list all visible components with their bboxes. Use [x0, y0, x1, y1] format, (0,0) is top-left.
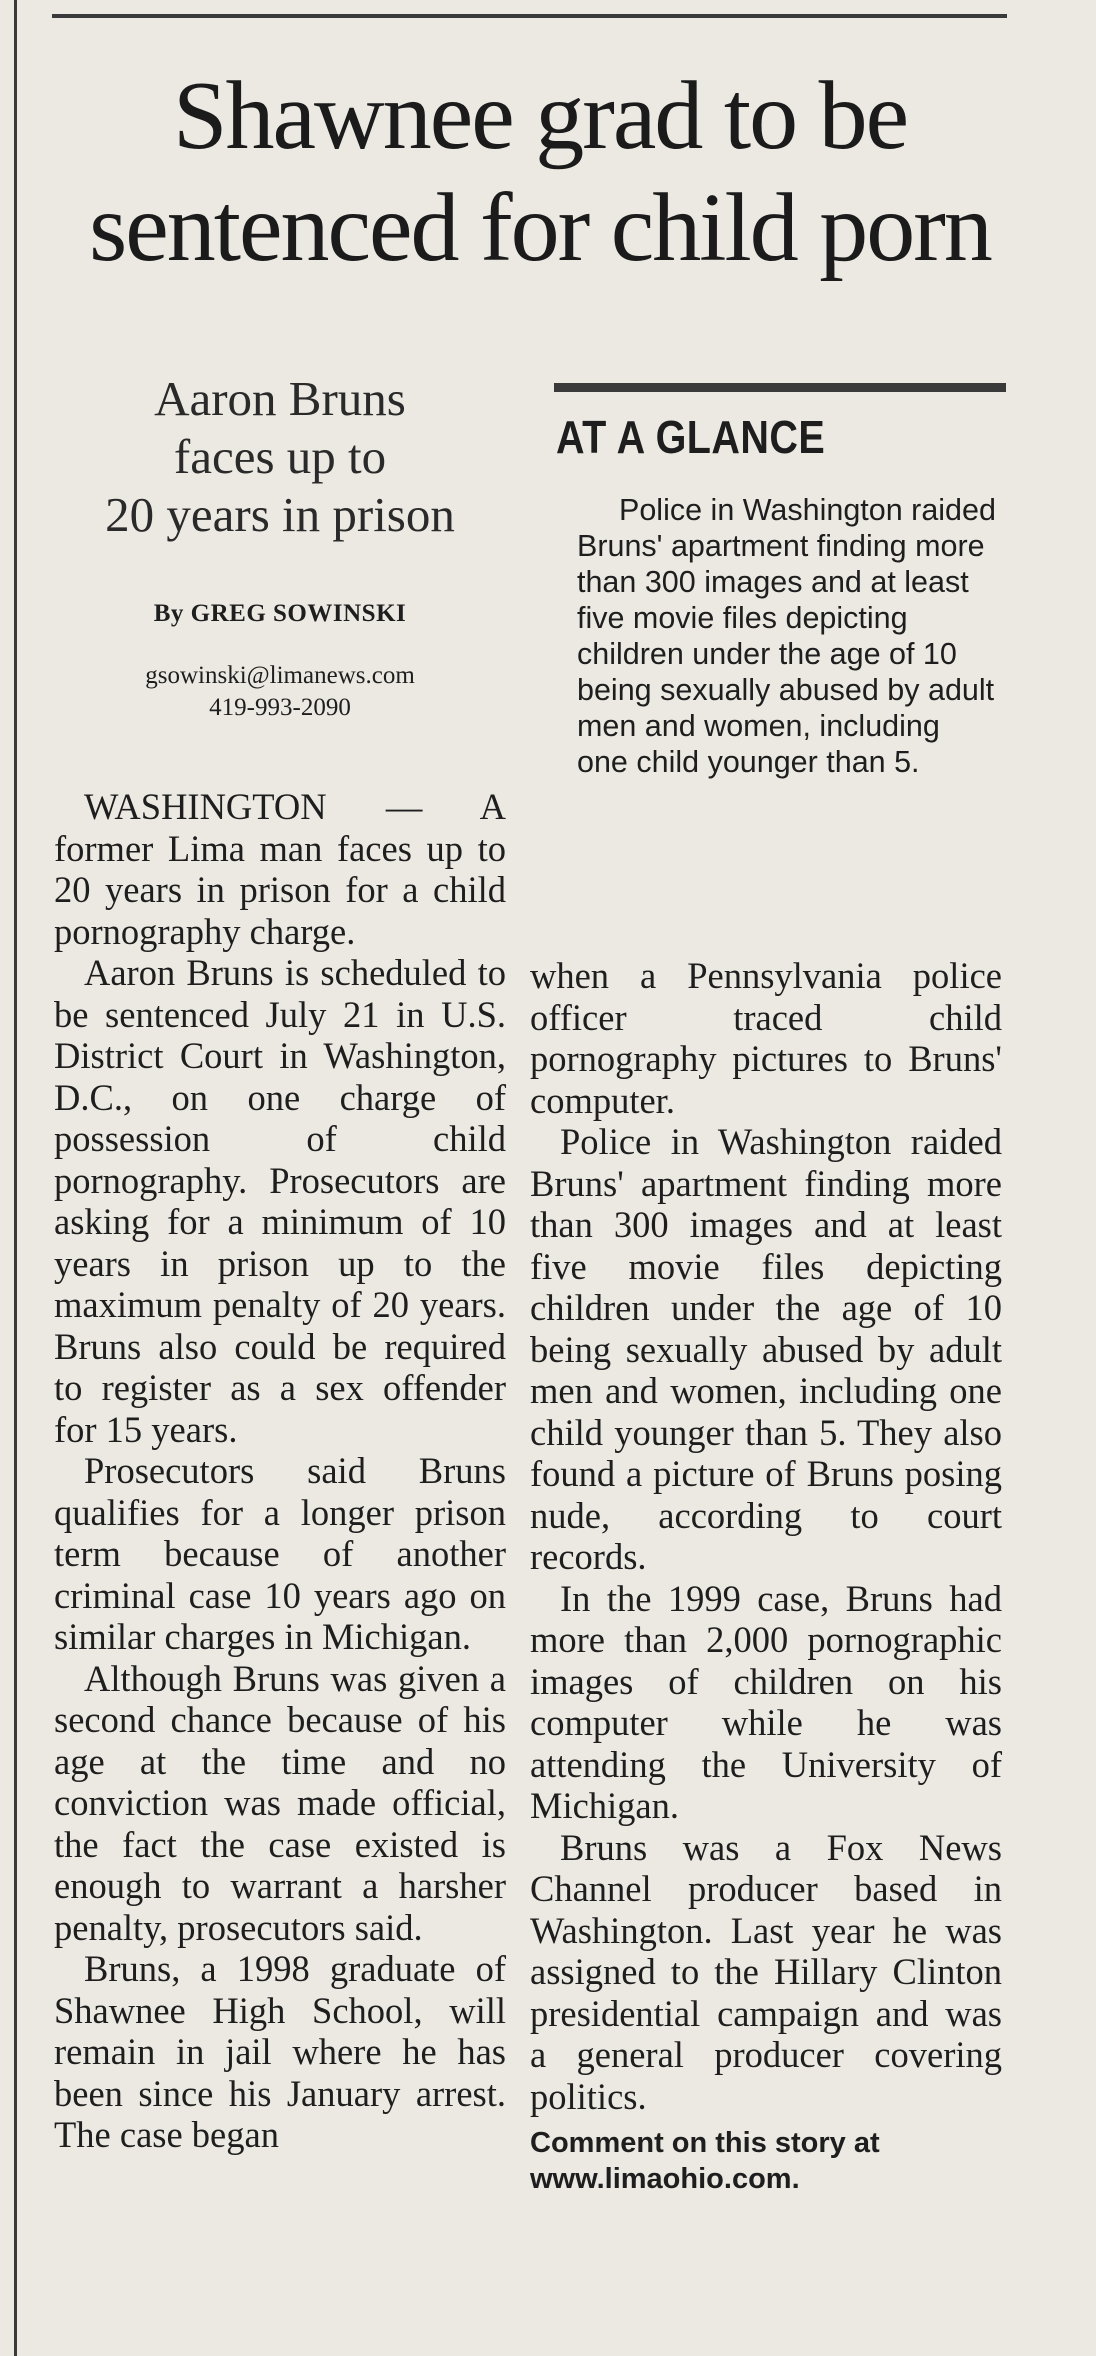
article-paragraph: WASHINGTON — A former Lima man faces up to 20 years in prison for a child pornography charge. [54, 786, 506, 952]
column-rule-left [14, 0, 17, 2356]
headline [40, 60, 1040, 284]
comment-url: www.limaohio.com. [530, 2163, 800, 2195]
glance-rule [554, 383, 1006, 392]
deck-line-1: Aaron Bruns [154, 371, 406, 426]
article-paragraph: Aaron Bruns is scheduled to be sentenced July 21 in U.S. District Court in Washington, D.C., on one charge of possession of child pornography. Prosecutors are asking for a minimum of 10 years in prison up to the maximum penalty of 20 years. Bruns also could be required to register as a sex offender for 15 years. [54, 952, 506, 1450]
deck-line-2: faces up to [173, 429, 387, 484]
author-contact [54, 660, 506, 724]
article-paragraph: Although Bruns was given a second chance because of his age at the time and no conviction was made official, the fact the case existed is enough to warrant a harsher penalty, prosecutors said. [54, 1657, 506, 1948]
comment-callout [530, 2125, 1002, 2197]
author-email: gsowinski@limanews.com [145, 662, 415, 689]
article-paragraph: Prosecutors said Bruns qualifies for a longer prison term because of another criminal case 10 years ago on similar charges in Michigan. [54, 1450, 506, 1657]
article-paragraph: In the 1999 case, Bruns had more than 2,000 pornographic images of children on his computer while he was attending the University of Michigan. [530, 1577, 1002, 1826]
article-paragraph: Police in Washington raided Bruns' apartment finding more than 300 images and at least five movie files depicting children under the age of 10 being sexually abused by adult men and women, including one child younger than 5. They also found a picture of Bruns posing nude, according to court records. [530, 1121, 1002, 1577]
article-paragraph: when a Pennsylvania police officer traced child pornography pictures to Bruns' computer. [530, 955, 1002, 1121]
glance-title: AT A GLANCE [556, 411, 826, 463]
author-phone: 419-993-2090 [209, 694, 351, 721]
deck [54, 370, 506, 544]
deck-line-3: 20 years in prison [105, 487, 455, 542]
headline-line-2: sentenced for child porn [89, 174, 991, 282]
article-paragraph: Bruns, a 1998 graduate of Shawnee High School, will remain in jail where he has been since his January arrest. The case began [54, 1948, 506, 2155]
glance-body: Police in Washington raided Bruns' apartment finding more than 300 images and at least five movie files depicting children under the age of 10 being sexually abused by adult men and women, including one child younger than 5. [577, 493, 996, 779]
headline-line-1: Shawnee grad to be [172, 62, 908, 170]
article-paragraph: Bruns was a Fox News Channel producer based in Washington. Last year he was assigned to the Hillary Clinton presidential campaign and was a general producer covering politics. [530, 1826, 1002, 2117]
article-column-right [530, 955, 1002, 2197]
comment-line-1: Comment on this story at [530, 2127, 880, 2159]
byline: By GREG SOWINSKI [153, 600, 407, 627]
top-rule [52, 14, 1007, 18]
article-column-left [54, 786, 506, 2156]
